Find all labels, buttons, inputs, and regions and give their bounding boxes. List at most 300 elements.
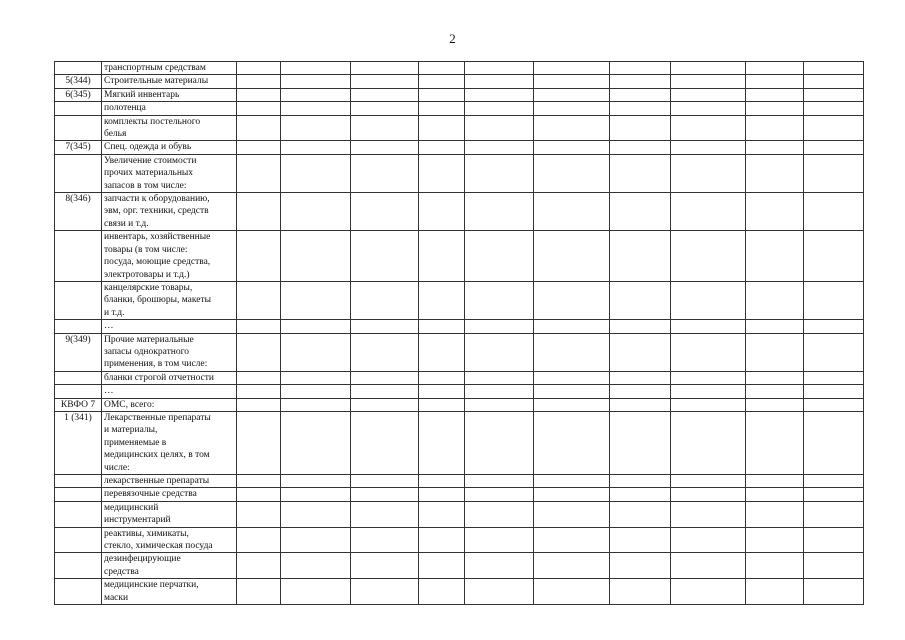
empty-cell bbox=[804, 527, 864, 553]
row-name bbox=[102, 385, 237, 398]
row-name bbox=[102, 88, 237, 101]
empty-cell bbox=[671, 281, 746, 319]
empty-cell bbox=[746, 75, 804, 88]
row-name-line: канцелярские товары, bbox=[104, 282, 193, 293]
empty-cell bbox=[465, 75, 534, 88]
empty-cell bbox=[610, 62, 671, 75]
empty-cell bbox=[237, 411, 281, 474]
empty-cell bbox=[351, 141, 419, 154]
empty-cell bbox=[804, 320, 864, 333]
empty-cell bbox=[746, 154, 804, 192]
page-number: 2 bbox=[449, 31, 456, 46]
empty-cell bbox=[281, 371, 351, 384]
empty-cell bbox=[671, 193, 746, 231]
row-name bbox=[102, 75, 237, 88]
empty-cell bbox=[671, 385, 746, 398]
empty-cell bbox=[746, 527, 804, 553]
empty-cell bbox=[237, 154, 281, 192]
empty-cell bbox=[804, 371, 864, 384]
row-name-line: лекарственные препараты bbox=[104, 476, 210, 486]
row-name-line: Лекарственные препараты bbox=[104, 412, 211, 423]
empty-cell bbox=[746, 553, 804, 579]
empty-cell bbox=[610, 579, 671, 605]
empty-cell bbox=[237, 320, 281, 333]
empty-cell bbox=[281, 553, 351, 579]
row-code bbox=[55, 62, 102, 75]
row-code bbox=[55, 475, 102, 488]
row-name bbox=[102, 501, 237, 527]
row-name-line: медицинских целях, в том bbox=[104, 450, 210, 461]
empty-cell bbox=[610, 320, 671, 333]
empty-cell bbox=[671, 154, 746, 192]
empty-cell bbox=[281, 398, 351, 411]
table-row bbox=[55, 141, 864, 154]
empty-cell bbox=[465, 62, 534, 75]
empty-cell bbox=[610, 154, 671, 192]
empty-cell bbox=[281, 579, 351, 605]
row-name bbox=[102, 231, 237, 282]
empty-cell bbox=[534, 141, 610, 154]
row-name-line: товары (в том числе: bbox=[104, 244, 188, 255]
empty-cell bbox=[804, 88, 864, 101]
empty-cell bbox=[804, 62, 864, 75]
empty-cell bbox=[419, 75, 465, 88]
row-name-line: бланки, брошюры, макеты bbox=[104, 295, 212, 306]
empty-cell bbox=[534, 231, 610, 282]
empty-cell bbox=[671, 320, 746, 333]
row-code: КВФО 7 bbox=[55, 398, 102, 411]
empty-cell bbox=[610, 501, 671, 527]
empty-cell bbox=[534, 320, 610, 333]
empty-cell bbox=[281, 193, 351, 231]
empty-cell bbox=[534, 62, 610, 75]
row-name bbox=[102, 115, 237, 141]
row-name-line: посуда, моющие средства, bbox=[104, 257, 211, 268]
empty-cell bbox=[465, 527, 534, 553]
row-name-line: средства bbox=[104, 566, 139, 577]
table-row bbox=[55, 62, 864, 75]
empty-cell bbox=[419, 488, 465, 501]
empty-cell bbox=[419, 62, 465, 75]
table-row bbox=[55, 320, 864, 333]
empty-cell bbox=[671, 115, 746, 141]
empty-cell bbox=[419, 411, 465, 474]
empty-cell bbox=[610, 475, 671, 488]
empty-cell bbox=[281, 62, 351, 75]
empty-cell bbox=[610, 411, 671, 474]
row-code bbox=[55, 527, 102, 553]
empty-cell bbox=[534, 281, 610, 319]
row-code bbox=[55, 154, 102, 192]
row-name bbox=[102, 193, 237, 231]
empty-cell bbox=[419, 398, 465, 411]
empty-cell bbox=[610, 231, 671, 282]
empty-cell bbox=[281, 527, 351, 553]
empty-cell bbox=[237, 88, 281, 101]
empty-cell bbox=[419, 371, 465, 384]
row-name-line: запасов в том числе: bbox=[104, 180, 187, 191]
empty-cell bbox=[351, 371, 419, 384]
row-code bbox=[55, 553, 102, 579]
table-row bbox=[55, 75, 864, 88]
empty-cell bbox=[804, 115, 864, 141]
empty-cell bbox=[804, 398, 864, 411]
empty-cell bbox=[237, 102, 281, 115]
empty-cell bbox=[419, 385, 465, 398]
row-name-line: применения, в том числе: bbox=[104, 359, 208, 370]
empty-cell bbox=[610, 281, 671, 319]
empty-cell bbox=[671, 553, 746, 579]
empty-cell bbox=[351, 333, 419, 371]
empty-cell bbox=[237, 501, 281, 527]
row-name-line: и т.д. bbox=[104, 307, 125, 318]
empty-cell bbox=[804, 501, 864, 527]
empty-cell bbox=[610, 333, 671, 371]
empty-cell bbox=[746, 371, 804, 384]
row-code: 9(349) bbox=[55, 333, 102, 371]
table-row bbox=[55, 501, 864, 527]
row-code bbox=[55, 320, 102, 333]
table-row bbox=[55, 579, 864, 605]
empty-cell bbox=[419, 320, 465, 333]
row-name-line: медицинский bbox=[104, 502, 159, 513]
empty-cell bbox=[534, 193, 610, 231]
row-name-line: запчасти к оборудованию, bbox=[104, 194, 210, 205]
row-name bbox=[102, 579, 237, 605]
row-code: 5(344) bbox=[55, 75, 102, 88]
empty-cell bbox=[746, 62, 804, 75]
empty-cell bbox=[534, 88, 610, 101]
empty-cell bbox=[237, 115, 281, 141]
empty-cell bbox=[419, 115, 465, 141]
empty-cell bbox=[610, 553, 671, 579]
empty-cell bbox=[534, 385, 610, 398]
row-code bbox=[55, 281, 102, 319]
table-row bbox=[55, 488, 864, 501]
row-code bbox=[55, 488, 102, 501]
empty-cell bbox=[746, 579, 804, 605]
row-code bbox=[55, 579, 102, 605]
empty-cell bbox=[237, 231, 281, 282]
row-name-line: электротовары и т.д.) bbox=[104, 269, 190, 280]
empty-cell bbox=[419, 154, 465, 192]
table-row bbox=[55, 231, 864, 282]
row-code bbox=[55, 385, 102, 398]
empty-cell bbox=[419, 501, 465, 527]
empty-cell bbox=[671, 475, 746, 488]
empty-cell bbox=[804, 579, 864, 605]
row-name-line: инвентарь, хозяйственные bbox=[104, 232, 211, 243]
row-name-line: комплекты постельного bbox=[104, 116, 201, 127]
empty-cell bbox=[671, 488, 746, 501]
empty-cell bbox=[746, 88, 804, 101]
empty-cell bbox=[351, 193, 419, 231]
empty-cell bbox=[281, 281, 351, 319]
table-row bbox=[55, 333, 864, 371]
empty-cell bbox=[534, 75, 610, 88]
empty-cell bbox=[237, 488, 281, 501]
empty-cell bbox=[671, 102, 746, 115]
empty-cell bbox=[351, 398, 419, 411]
empty-cell bbox=[804, 281, 864, 319]
empty-cell bbox=[237, 281, 281, 319]
row-name-line: запасы однократного bbox=[104, 346, 189, 357]
empty-cell bbox=[746, 193, 804, 231]
empty-cell bbox=[804, 102, 864, 115]
empty-cell bbox=[534, 579, 610, 605]
empty-cell bbox=[804, 488, 864, 501]
empty-cell bbox=[746, 411, 804, 474]
empty-cell bbox=[281, 75, 351, 88]
empty-cell bbox=[671, 333, 746, 371]
empty-cell bbox=[534, 371, 610, 384]
empty-cell bbox=[465, 333, 534, 371]
row-code: 7(345) bbox=[55, 141, 102, 154]
table-row bbox=[55, 398, 864, 411]
row-name-line: транспортным средствам bbox=[104, 63, 206, 73]
empty-cell bbox=[671, 371, 746, 384]
row-name bbox=[102, 102, 237, 115]
empty-cell bbox=[671, 62, 746, 75]
empty-cell bbox=[281, 141, 351, 154]
row-name bbox=[102, 333, 237, 371]
table-row bbox=[55, 411, 864, 474]
row-name-line: стекло, химическая посуда bbox=[104, 541, 213, 552]
empty-cell bbox=[671, 141, 746, 154]
empty-cell bbox=[351, 102, 419, 115]
empty-cell bbox=[804, 475, 864, 488]
empty-cell bbox=[351, 527, 419, 553]
row-name bbox=[102, 475, 237, 488]
empty-cell bbox=[281, 320, 351, 333]
empty-cell bbox=[237, 553, 281, 579]
row-name-line: Увеличение стоимости bbox=[104, 155, 197, 166]
empty-cell bbox=[237, 75, 281, 88]
empty-cell bbox=[534, 501, 610, 527]
row-name bbox=[102, 398, 237, 411]
empty-cell bbox=[534, 102, 610, 115]
row-name-line: маски bbox=[104, 592, 129, 603]
row-code bbox=[55, 115, 102, 141]
empty-cell bbox=[465, 411, 534, 474]
row-code bbox=[55, 231, 102, 282]
empty-cell bbox=[746, 320, 804, 333]
empty-cell bbox=[534, 115, 610, 141]
empty-cell bbox=[351, 281, 419, 319]
empty-cell bbox=[419, 333, 465, 371]
empty-cell bbox=[237, 398, 281, 411]
empty-cell bbox=[746, 385, 804, 398]
empty-cell bbox=[281, 154, 351, 192]
row-name bbox=[102, 320, 237, 333]
empty-cell bbox=[804, 231, 864, 282]
empty-cell bbox=[746, 102, 804, 115]
empty-cell bbox=[281, 385, 351, 398]
empty-cell bbox=[746, 333, 804, 371]
empty-cell bbox=[804, 411, 864, 474]
row-name-line: реактивы, химикаты, bbox=[104, 528, 189, 539]
table-row bbox=[55, 154, 864, 192]
empty-cell bbox=[351, 488, 419, 501]
empty-cell bbox=[281, 411, 351, 474]
empty-cell bbox=[610, 141, 671, 154]
row-name-line: прочих материальных bbox=[104, 168, 194, 179]
empty-cell bbox=[534, 154, 610, 192]
empty-cell bbox=[419, 281, 465, 319]
empty-cell bbox=[804, 385, 864, 398]
empty-cell bbox=[419, 141, 465, 154]
empty-cell bbox=[351, 411, 419, 474]
empty-cell bbox=[351, 320, 419, 333]
empty-cell bbox=[465, 488, 534, 501]
row-name bbox=[102, 141, 237, 154]
row-name-line: … bbox=[104, 321, 114, 332]
empty-cell bbox=[237, 579, 281, 605]
table-row bbox=[55, 527, 864, 553]
row-name-line: ОМС, всего: bbox=[104, 399, 155, 410]
empty-cell bbox=[419, 231, 465, 282]
empty-cell bbox=[237, 193, 281, 231]
empty-cell bbox=[281, 88, 351, 101]
row-name-line: Прочие материальные bbox=[104, 334, 194, 345]
empty-cell bbox=[351, 75, 419, 88]
empty-cell bbox=[804, 193, 864, 231]
empty-cell bbox=[804, 553, 864, 579]
row-name bbox=[102, 411, 237, 474]
empty-cell bbox=[465, 141, 534, 154]
empty-cell bbox=[804, 75, 864, 88]
empty-cell bbox=[237, 385, 281, 398]
empty-cell bbox=[671, 75, 746, 88]
row-name-line: … bbox=[104, 386, 114, 397]
empty-cell bbox=[351, 154, 419, 192]
empty-cell bbox=[351, 88, 419, 101]
empty-cell bbox=[671, 88, 746, 101]
table-row bbox=[55, 88, 864, 101]
empty-cell bbox=[465, 102, 534, 115]
empty-cell bbox=[534, 333, 610, 371]
row-name-line: числе: bbox=[104, 462, 130, 473]
row-code: 1 (341) bbox=[55, 411, 102, 474]
empty-cell bbox=[281, 102, 351, 115]
empty-cell bbox=[419, 193, 465, 231]
empty-cell bbox=[534, 475, 610, 488]
row-name bbox=[102, 154, 237, 192]
empty-cell bbox=[746, 115, 804, 141]
empty-cell bbox=[351, 579, 419, 605]
empty-cell bbox=[465, 320, 534, 333]
empty-cell bbox=[610, 88, 671, 101]
row-code bbox=[55, 501, 102, 527]
empty-cell bbox=[465, 475, 534, 488]
empty-cell bbox=[804, 154, 864, 192]
row-name-line: Спец. одежда и обувь bbox=[104, 142, 192, 153]
empty-cell bbox=[351, 231, 419, 282]
table-row bbox=[55, 553, 864, 579]
empty-cell bbox=[746, 475, 804, 488]
empty-cell bbox=[610, 398, 671, 411]
empty-cell bbox=[610, 193, 671, 231]
empty-cell bbox=[465, 553, 534, 579]
row-name-line: эвм, орг. техники, средств bbox=[104, 206, 209, 217]
empty-cell bbox=[237, 333, 281, 371]
row-name bbox=[102, 553, 237, 579]
row-name bbox=[102, 281, 237, 319]
empty-cell bbox=[746, 231, 804, 282]
empty-cell bbox=[281, 501, 351, 527]
row-name-line: Строительные материалы bbox=[104, 76, 209, 87]
empty-cell bbox=[610, 527, 671, 553]
empty-cell bbox=[465, 231, 534, 282]
empty-cell bbox=[671, 411, 746, 474]
empty-cell bbox=[237, 371, 281, 384]
row-name bbox=[102, 527, 237, 553]
row-name-line: применяемые в bbox=[104, 437, 167, 448]
empty-cell bbox=[419, 579, 465, 605]
empty-cell bbox=[746, 141, 804, 154]
empty-cell bbox=[465, 115, 534, 141]
empty-cell bbox=[465, 501, 534, 527]
empty-cell bbox=[419, 527, 465, 553]
table-row bbox=[55, 115, 864, 141]
empty-cell bbox=[610, 115, 671, 141]
empty-cell bbox=[465, 154, 534, 192]
empty-cell bbox=[419, 88, 465, 101]
empty-cell bbox=[804, 141, 864, 154]
row-name-line: инструментарий bbox=[104, 515, 171, 526]
empty-cell bbox=[534, 488, 610, 501]
empty-cell bbox=[465, 385, 534, 398]
empty-cell bbox=[746, 488, 804, 501]
empty-cell bbox=[237, 475, 281, 488]
row-name-line: перевязочные средства bbox=[104, 489, 197, 500]
table-row bbox=[55, 475, 864, 488]
empty-cell bbox=[351, 115, 419, 141]
empty-cell bbox=[237, 141, 281, 154]
empty-cell bbox=[465, 193, 534, 231]
row-name-line: медицинские перчатки, bbox=[104, 580, 199, 591]
row-code bbox=[55, 102, 102, 115]
empty-cell bbox=[351, 385, 419, 398]
empty-cell bbox=[465, 281, 534, 319]
table-body bbox=[55, 62, 864, 605]
empty-cell bbox=[671, 398, 746, 411]
row-name bbox=[102, 488, 237, 501]
row-code bbox=[55, 371, 102, 384]
empty-cell bbox=[534, 527, 610, 553]
row-name-line: дезинфецирующие bbox=[104, 554, 181, 565]
empty-cell bbox=[419, 102, 465, 115]
empty-cell bbox=[281, 115, 351, 141]
empty-cell bbox=[671, 501, 746, 527]
row-name-line: и материалы, bbox=[104, 425, 158, 436]
empty-cell bbox=[281, 333, 351, 371]
empty-cell bbox=[465, 88, 534, 101]
empty-cell bbox=[351, 501, 419, 527]
row-name bbox=[102, 62, 237, 75]
empty-cell bbox=[237, 62, 281, 75]
empty-cell bbox=[804, 333, 864, 371]
empty-cell bbox=[419, 553, 465, 579]
table-row bbox=[55, 385, 864, 398]
row-name-line: бланки строгой отчетности bbox=[104, 372, 215, 383]
row-name-line: Мягкий инвентарь bbox=[104, 89, 180, 100]
table-row bbox=[55, 102, 864, 115]
empty-cell bbox=[351, 62, 419, 75]
empty-cell bbox=[419, 475, 465, 488]
table-row bbox=[55, 281, 864, 319]
empty-cell bbox=[237, 527, 281, 553]
